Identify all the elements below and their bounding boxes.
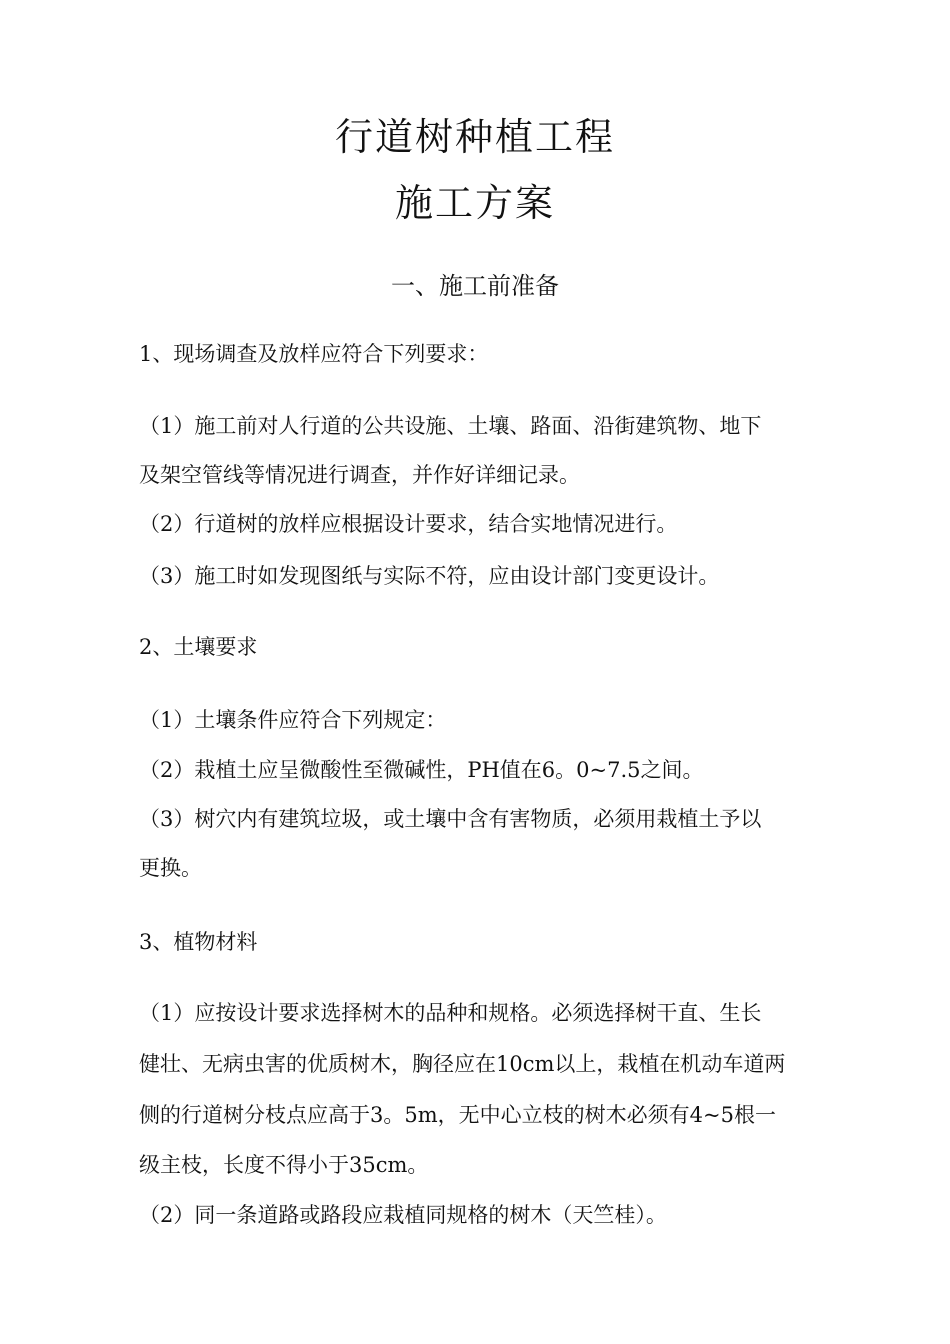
item-2-paragraph-2: （2）栽植土应呈微酸性至微碱性，PH值在6。0~7.5之间。 <box>139 758 704 782</box>
document-title-line-1: 行道树种植工程 <box>334 115 615 159</box>
item-3-heading: 3、植物材料 <box>139 930 258 954</box>
item-3-paragraph-1-line-3: 侧的行道树分枝点应高于3。5m，无中心立枝的树木必须有4~5根一 <box>139 1103 776 1127</box>
item-3-paragraph-1-line-2: 健壮、无病虫害的优质树木，胸径应在10cm以上，栽植在机动车道两 <box>139 1052 786 1076</box>
item-1-paragraph-2: （2）行道树的放样应根据设计要求，结合实地情况进行。 <box>139 512 678 536</box>
item-1-paragraph-1-line-1: （1）施工前对人行道的公共设施、土壤、路面、沿街建筑物、地下 <box>139 414 762 438</box>
item-3-paragraph-1-line-1: （1）应按设计要求选择树木的品种和规格。必须选择树干直、生长 <box>139 1001 762 1025</box>
item-2-paragraph-1: （1）土壤条件应符合下列规定： <box>139 708 447 732</box>
item-2-paragraph-3-line-1: （3）树穴内有建筑垃圾，或土壤中含有害物质，必须用栽植土予以 <box>139 807 762 831</box>
item-2-paragraph-3-line-2: 更换。 <box>139 856 202 880</box>
item-3-paragraph-1-line-4: 级主枝，长度不得小于35cm。 <box>139 1153 429 1177</box>
section-heading-preparation: 一、施工前准备 <box>391 272 559 300</box>
item-3-paragraph-2: （2）同一条道路或路段应栽植同规格的树木（天竺桂）。 <box>139 1203 667 1227</box>
item-2-heading: 2、土壤要求 <box>139 635 258 659</box>
item-1-paragraph-3: （3）施工时如发现图纸与实际不符，应由设计部门变更设计。 <box>139 564 720 588</box>
item-1-heading: 1、现场调查及放样应符合下列要求： <box>139 342 489 366</box>
item-1-paragraph-1-line-2: 及架空管线等情况进行调查，并作好详细记录。 <box>139 463 580 487</box>
document-title-line-2: 施工方案 <box>394 181 555 225</box>
